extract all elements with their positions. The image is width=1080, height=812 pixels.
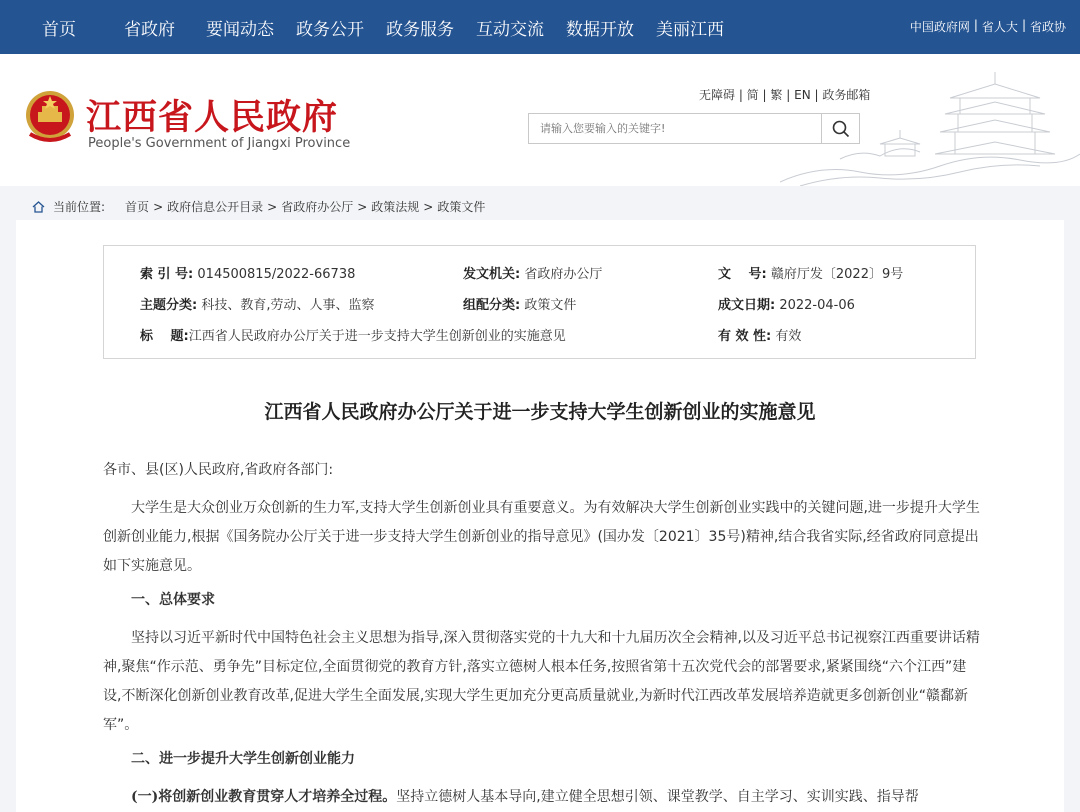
document-meta-table [103, 245, 976, 359]
breadcrumb-home[interactable]: 首页 [125, 200, 150, 214]
meta-title-value: 江西省人民政府办公厅关于进一步支持大学生创新创业的实施意见 [188, 329, 566, 344]
breadcrumb-policies[interactable]: 政策法规 [371, 200, 420, 214]
meta-title [140, 325, 566, 344]
meta-docno-value: 赣府厅发〔2022〕9号 [770, 267, 904, 282]
nav-open-data[interactable]: 数据开放 [566, 19, 634, 40]
section-heading-2: 二、进一步提升大学生创新创业能力 [131, 751, 355, 767]
tool-separator: | [738, 88, 747, 102]
breadcrumb-info-catalog[interactable]: 政府信息公开目录 [167, 200, 264, 214]
meta-date [718, 294, 855, 313]
breadcrumb-general-office[interactable]: 省政府办公厅 [281, 200, 354, 214]
paragraph-general-requirements: 坚持以习近平新时代中国特色社会主义思想为指导,深入贯彻落实党的十九大和十九届历次全会精神,以及习近平总书记视察江西重要讲话精神,聚焦“作示范、勇争先”目标定位,全面贯彻党的教育方针,落实立德树人根本任务,按照省第十五次党代会的部署要求,紧紧围绕“六个江西”建设,不断深化创新创业教育改革,促进大学生全面发展,实现大学生更加充分更高质量就业,为新时代江西改革发展培养造就更多创新创业“赣鄱新军”。 [103, 630, 980, 733]
meta-index-value: 014500815/2022-66738 [197, 267, 356, 282]
meta-issuer-value: 省政府办公厅 [524, 267, 603, 282]
site-subtitle-en: People's Government of Jiangxi Province [88, 136, 351, 151]
breadcrumb [32, 198, 485, 215]
nav-gov-services[interactable]: 政务服务 [386, 19, 454, 40]
meta-topic [140, 294, 374, 313]
paragraph-intro: 大学生是大众创业万众创新的生力军,支持大学生创新创业具有重要意义。为有效解决大学生创新创业实践中的关键问题,进一步提升大学生创新创业能力,根据《国务院办公厅关于进一步支持大学生创新创业的指导意见》(国办发〔2021〕35号)精神,结合我省实际,经省政府同意提出如下实施意见。 [103, 500, 980, 574]
tool-english[interactable]: EN [794, 88, 811, 102]
top-nav [0, 0, 1080, 54]
breadcrumb-separator: > [357, 199, 368, 214]
national-emblem-logo [22, 88, 78, 146]
meta-index [140, 263, 355, 282]
meta-title-label: 标 题: [140, 329, 189, 344]
search-icon [832, 120, 850, 138]
search-box [528, 113, 860, 144]
nav-gov-affairs-public[interactable]: 政务公开 [296, 19, 364, 40]
link-china-gov[interactable]: 中国政府网 [909, 20, 970, 34]
link-cppcc[interactable]: 省政协 [1029, 20, 1066, 34]
meta-topic-label: 主题分类: [140, 298, 198, 313]
home-icon [32, 201, 45, 213]
header-tools [699, 86, 870, 103]
tool-simplified[interactable]: 简 [746, 88, 759, 102]
nav-news[interactable]: 要闻动态 [206, 19, 274, 40]
main-menu [0, 15, 746, 40]
search-button[interactable] [821, 114, 859, 143]
tool-accessibility[interactable]: 无障碍 [699, 88, 736, 102]
breadcrumb-separator: > [423, 199, 434, 214]
meta-category-value: 政策文件 [524, 298, 577, 313]
section-heading-1: 一、总体要求 [131, 592, 215, 608]
nav-beautiful-jiangxi[interactable]: 美丽江西 [656, 19, 724, 40]
link-provincial-congress[interactable]: 省人大 [981, 20, 1018, 34]
link-separator: | [973, 18, 978, 32]
meta-category-label: 组配分类: [463, 298, 521, 313]
sub-text-1: 坚持立德树人基本导向,建立健全思想引领、课堂教学、自主学习、实训实践、指导帮 [396, 789, 919, 805]
meta-date-value: 2022-04-06 [779, 298, 855, 313]
meta-docno [718, 263, 903, 282]
meta-topic-value: 科技、教育,劳动、人事、监察 [201, 298, 375, 313]
nav-home[interactable]: 首页 [42, 19, 76, 40]
tool-separator: | [762, 88, 771, 102]
tool-separator: | [786, 88, 795, 102]
article-panel [16, 220, 1064, 812]
link-separator: | [1021, 18, 1026, 32]
article-body [103, 456, 983, 812]
meta-issuer-label: 发文机关: [463, 267, 521, 282]
tool-gov-mail[interactable]: 政务邮箱 [822, 88, 871, 102]
article-title: 江西省人民政府办公厅关于进一步支持大学生创新创业的实施意见 [264, 401, 816, 423]
breadcrumb-policy-docs[interactable]: 政策文件 [437, 200, 486, 214]
search-input[interactable] [529, 114, 821, 143]
meta-index-label: 索 引 号: [140, 267, 194, 282]
meta-category [463, 294, 576, 313]
breadcrumb-label: 当前位置: [53, 200, 106, 214]
meta-docno-label: 文 号: [718, 267, 767, 282]
meta-validity-label: 有 效 性: [718, 329, 772, 344]
breadcrumb-separator: > [153, 199, 164, 214]
nav-provincial-gov[interactable]: 省政府 [124, 19, 175, 40]
sub-heading-1: (一)将创新创业教育贯穿人才培养全过程。 [131, 789, 397, 805]
tool-traditional[interactable]: 繁 [770, 88, 783, 102]
meta-validity [718, 325, 801, 344]
paragraph-sub-1 [103, 783, 983, 812]
tool-separator: | [814, 88, 823, 102]
external-links [910, 18, 1066, 35]
breadcrumb-separator: > [267, 199, 278, 214]
meta-issuer [463, 263, 602, 282]
nav-interaction[interactable]: 互动交流 [476, 19, 544, 40]
salutation: 各市、县(区)人民政府,省政府各部门: [103, 462, 334, 478]
meta-date-label: 成文日期: [718, 298, 776, 313]
site-title[interactable]: 江西省人民政府 [86, 97, 339, 138]
meta-validity-value: 有效 [775, 329, 802, 344]
